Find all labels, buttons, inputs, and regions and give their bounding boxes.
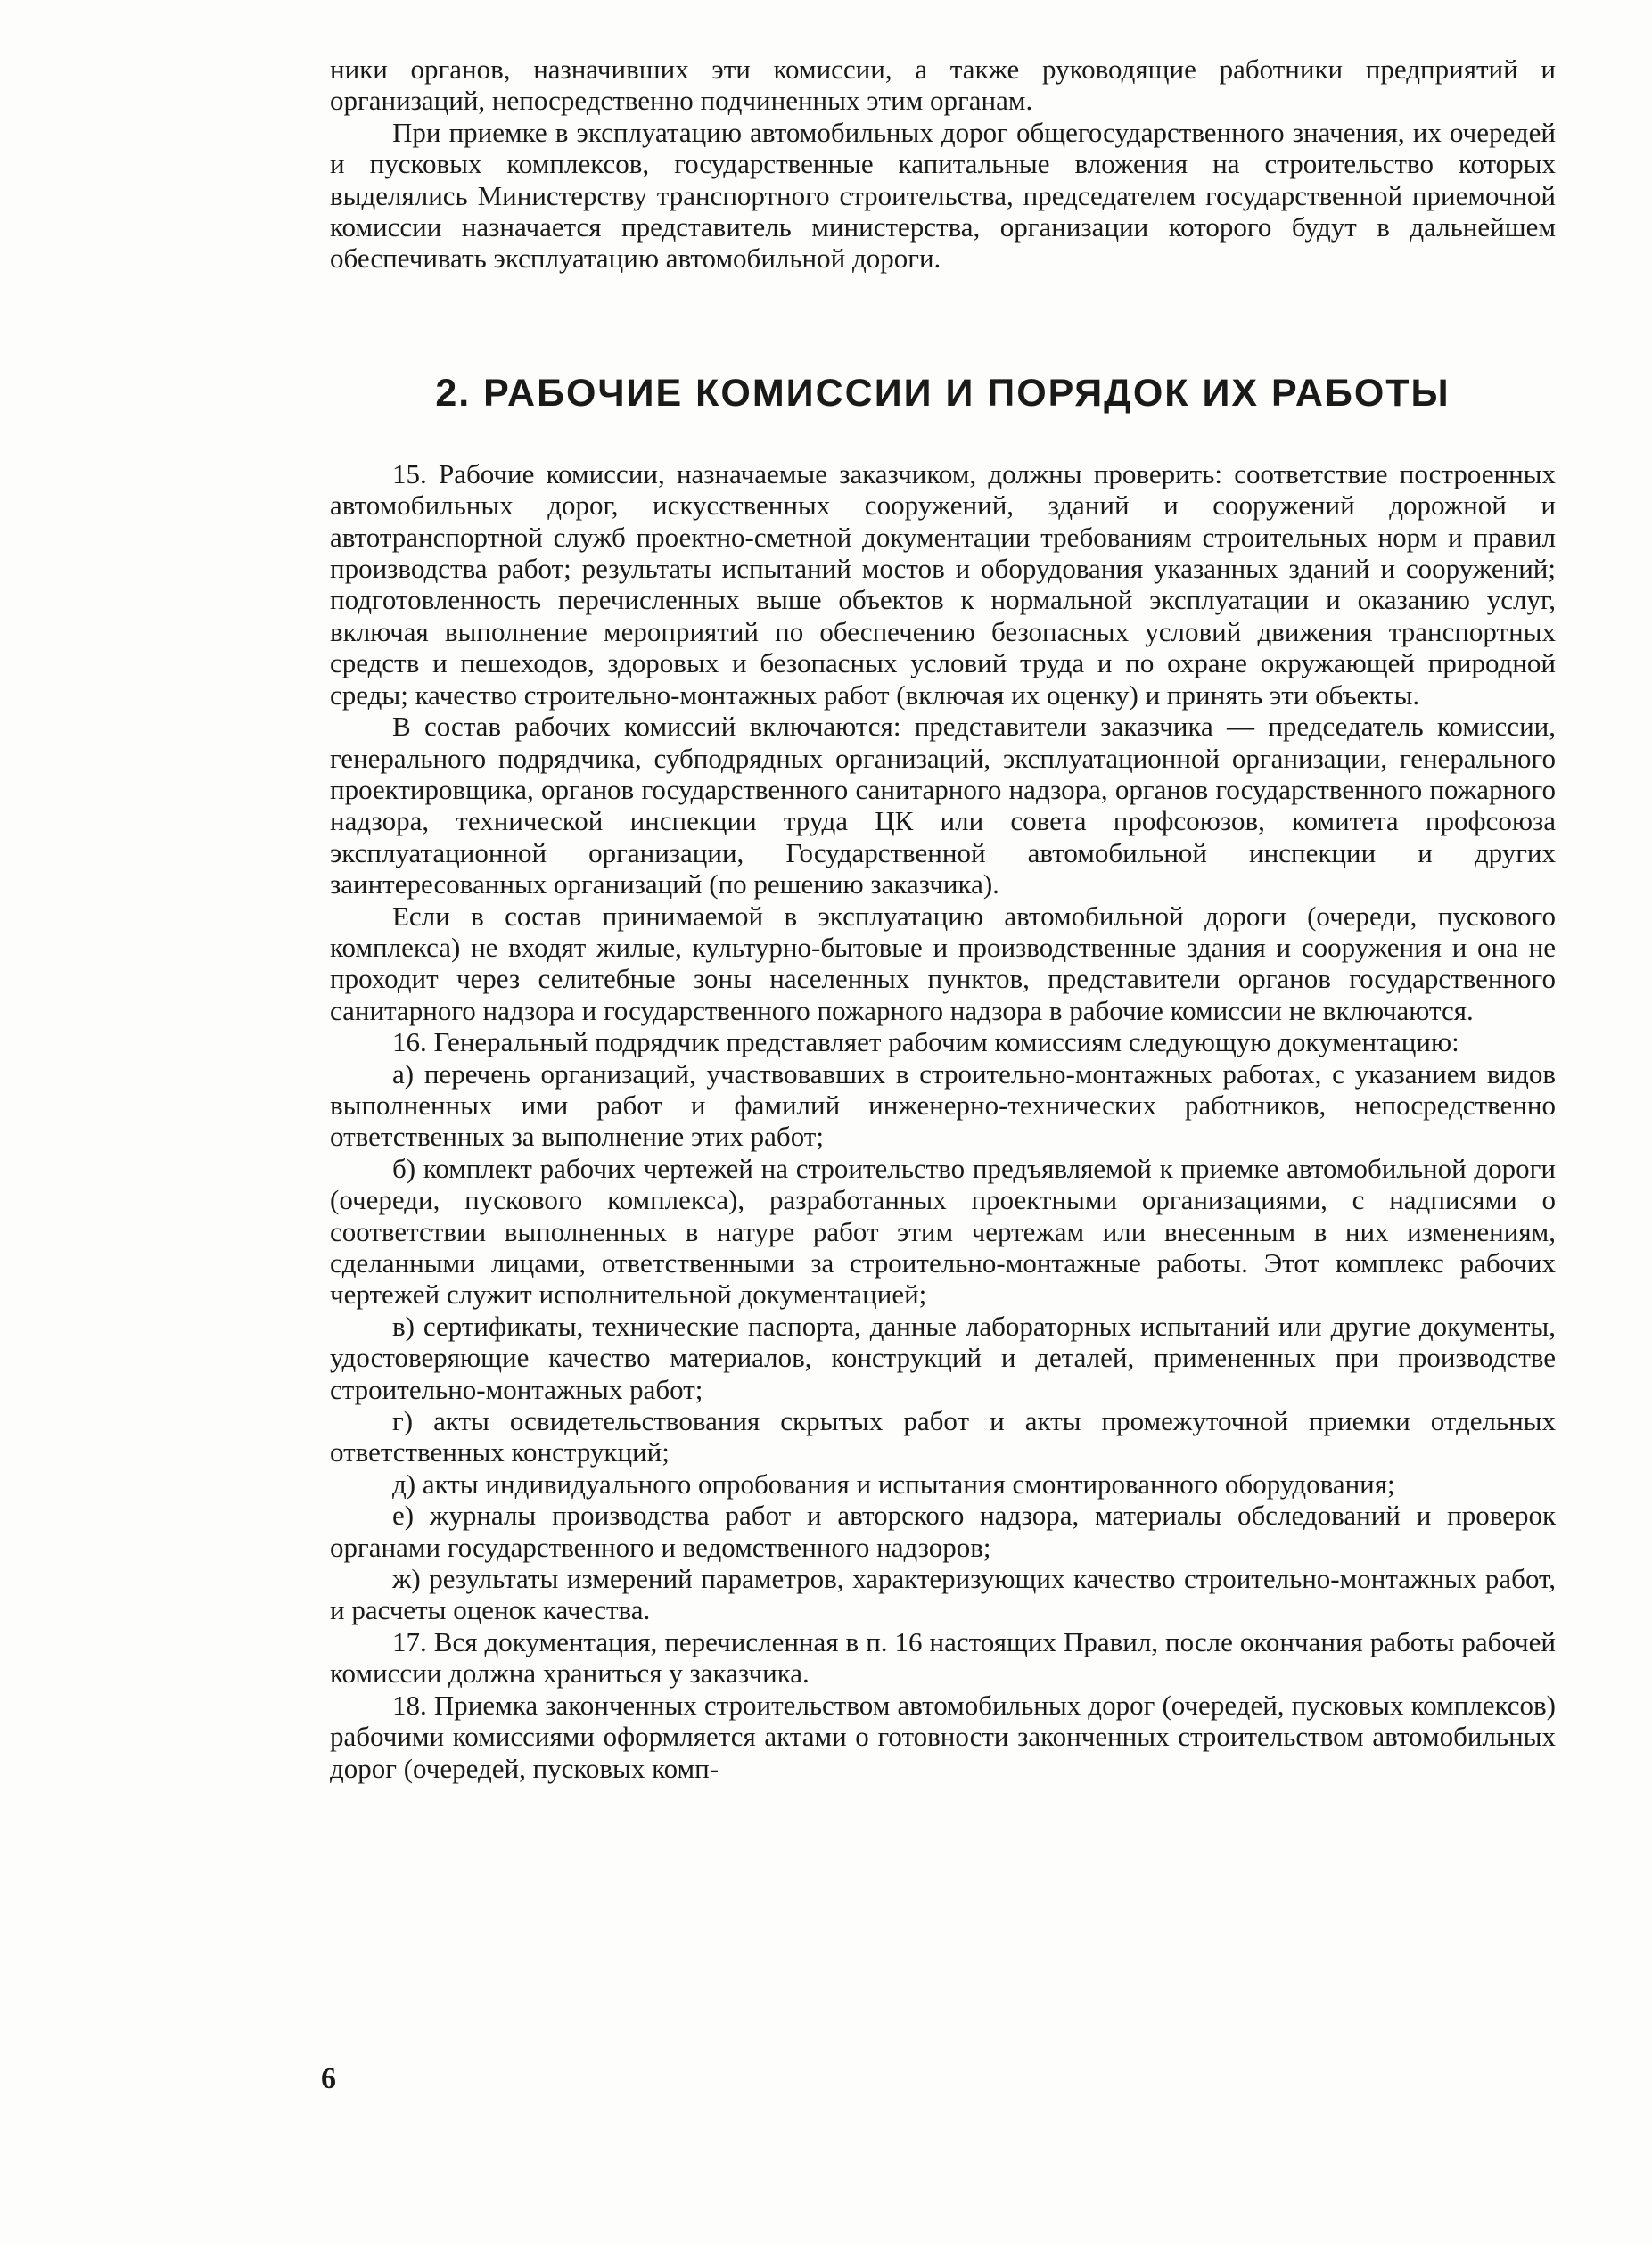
list-item-16b: б) комплект рабочих чертежей на строительство предъявляемой к приемке автомобильной дороги (очереди, пускового комплекса), разработанных проектными организациями, с надписями о соответствии выполненных в натуре работ этим чертежам или внесенным в них изменениям, сделанными лицами, ответственными за строительно-монтажные работы. Этот комплекс рабочих чертежей служит исполнительной документацией; — [330, 1152, 1556, 1311]
list-item-16c: в) сертификаты, технические паспорта, данные лабораторных испытаний или другие документы, удостоверяющие качество материалов, конструкций и деталей, примененных при производстве строительно-монтажных работ; — [330, 1310, 1556, 1405]
page-number: 6 — [321, 2062, 336, 2095]
list-item-16f: е) журналы производства работ и авторского надзора, материалы обследований и проверок органами государственного и ведомственного надзоров; — [330, 1500, 1556, 1563]
spacer — [330, 415, 1556, 458]
spacer — [330, 275, 1556, 371]
paragraph-17: 17. Вся документация, перечисленная в п. 16 настоящих Правил, после окончания работы рабочей комиссии должна храниться у заказчика. — [330, 1625, 1556, 1690]
list-item-16d: г) акты освидетельствования скрытых работ и акты промежуточной приемки отдельных ответственных конструкций; — [330, 1405, 1556, 1468]
paragraph-intro-continuation: ники органов, назначивших эти комиссии, а также руководящие работники предприятий и организаций, непосредственно подчиненных этим органам. — [330, 53, 1556, 117]
paragraph-15-composition: В состав рабочих комиссий включаются: представители заказчика — председатель комиссии, генерального подрядчика, субподрядных организаций, эксплуатационной организации, генерального проектировщика, органов государственного санитарного надзора, органов государственного пожарного надзора, технической инспекции труда ЦК или совета профсоюзов, комитета профсоюза эксплуатационной организации, Государственной автомобильной инспекции и других заинтересованных организаций (по решению заказчика). — [330, 711, 1556, 900]
list-item-16a: а) перечень организаций, участвовавших в строительно-монтажных работах, с указанием видов выполненных ими работ и фамилий инженерно-технических работников, непосредственно ответственных за выполнение этих работ; — [330, 1057, 1556, 1153]
paragraph-15-exceptions: Если в состав принимаемой в эксплуатацию автомобильной дороги (очереди, пускового комплекса) не входят жилые, культурно-бытовые и производственные здания и сооружения и она не проходит через селитебные зоны населенных пунктов, представители органов государственного санитарного надзора и государственного пожарного надзора в рабочие комиссии не включаются. — [330, 900, 1556, 1026]
list-item-16e: д) акты индивидуального опробования и испытания смонтированного оборудования; — [392, 1468, 1395, 1500]
paragraph-16: 16. Генеральный подрядчик представляет рабочим комиссиям следующую документацию: — [392, 1026, 1459, 1058]
section-heading: 2. РАБОЧИЕ КОМИССИИ И ПОРЯДОК ИХ РАБОТЫ — [435, 371, 1451, 415]
list-item-16g: ж) результаты измерений параметров, характеризующих качество строительно-монтажных работ, и расчеты оценок качества. — [330, 1563, 1556, 1626]
paragraph-intro-chairman: При приемке в эксплуатацию автомобильных дорог общегосударственного значения, их очередей и пусковых комплексов, государственные капитальные вложения на строительство которых выделялись Министерству транспортного строительства, председателем государственной приемочной комиссии назначается представитель министерства, организации которого будут в дальнейшем обеспечивать эксплуатацию автомобильной дороги. — [330, 116, 1556, 275]
paragraph-18: 18. Приемка законченных строительством автомобильных дорог (очередей, пусковых комплексов) рабочими комиссиями оформляется актами о готовности законченных строительством автомобильных дорог (очередей, пусковых комп- — [330, 1689, 1556, 1784]
text-column — [330, 53, 1556, 1784]
paragraph-15: 15. Рабочие комиссии, назначаемые заказчиком, должны проверить: соответствие построенных автомобильных дорог, искусственных сооружений, зданий и сооружений дорожной и автотранспортной служб проектно-сметной документации требованиям строительных норм и правил производства работ; результаты испытаний мостов и оборудования указанных зданий и сооружений; подготовленность перечисленных выше объектов к нормальной эксплуатации и оказанию услуг, включая выполнение мероприятий по обеспечению безопасных условий движения транспортных средств и пешеходов, здоровых и безопасных условий труда и по охране окружающей природной среды; качество строительно-монтажных работ (включая их оценку) и принять эти объекты. — [330, 457, 1556, 711]
